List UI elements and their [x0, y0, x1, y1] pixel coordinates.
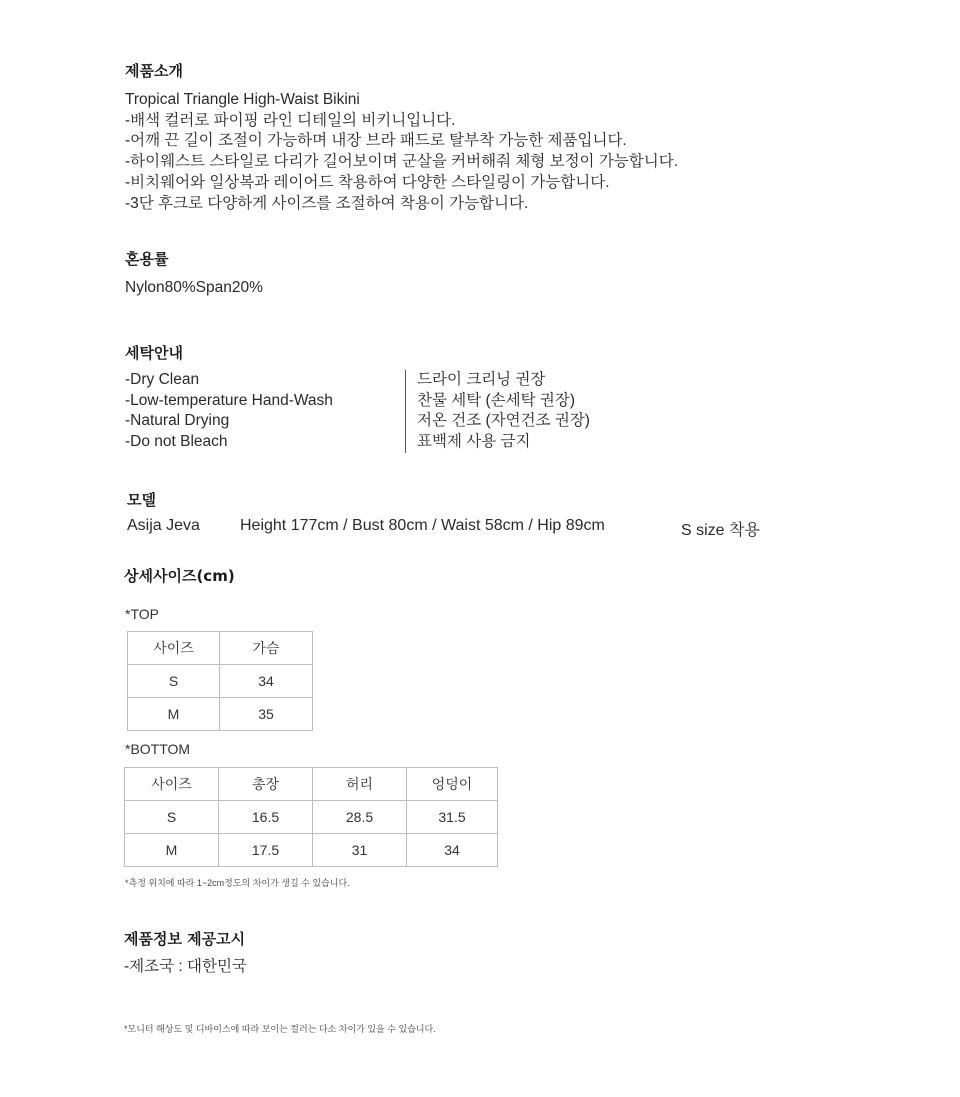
intro-line: -3단 후크로 다양하게 사이즈를 조절하여 착용이 가능합니다. [125, 194, 529, 212]
intro-text [125, 90, 678, 214]
table-cell: 허리 [313, 768, 407, 801]
table-cell: 31 [313, 834, 407, 867]
care-item-ko: 드라이 크리닝 권장 [417, 371, 546, 388]
care-item-ko: 찬물 세탁 (손세탁 권장) [417, 391, 576, 409]
bottom-label: *BOTTOM [125, 741, 191, 757]
intro-line: -배색 컬러로 파이핑 라인 디테일의 비키니입니다. [125, 111, 456, 129]
footer-note: *모니터 해상도 및 디바이스에 따라 보이는 컬러는 다소 차이가 있을 수 있습니다. [124, 1024, 436, 1034]
table-cell: 엉덩이 [407, 768, 498, 801]
care-item-en: -Dry Clean [125, 371, 200, 388]
care-item-en: -Do not Bleach [125, 433, 228, 451]
table-cell: 31.5 [407, 801, 498, 834]
intro-line: -하이웨스트 스타일로 다리가 길어보이며 군살을 커버해줘 체형 보정이 가능합니다. [125, 153, 679, 171]
top-label: *TOP [125, 606, 159, 622]
care-english-list [125, 370, 333, 453]
intro-heading: 제품소개 [125, 62, 183, 80]
table-cell: S [125, 801, 219, 834]
composition-heading: 혼용률 [125, 250, 169, 268]
composition-text: Nylon80%Span20% [125, 279, 263, 296]
care-item-ko: 표백제 사용 금지 [417, 433, 531, 451]
table-cell: 17.5 [219, 834, 313, 867]
table-cell: 사이즈 [125, 768, 219, 801]
table-cell: 16.5 [219, 801, 313, 834]
table-cell: 사이즈 [128, 632, 220, 665]
model-measurements: Height 177cm / Bust 80cm / Waist 58cm / Hip 89cm [240, 517, 605, 534]
care-item-en: -Low-temperature Hand-Wash [125, 391, 333, 409]
table-cell: S [128, 665, 220, 698]
table-header-row [128, 632, 313, 665]
table-header-row [125, 768, 498, 801]
care-item-ko: 저온 건조 (자연건조 권장) [417, 412, 590, 430]
table-cell: 34 [220, 665, 313, 698]
care-korean-list [405, 370, 590, 453]
table-row [128, 665, 313, 698]
origin-text: -제조국 : 대한민국 [124, 958, 247, 975]
intro-line: Tropical Triangle High-Waist Bikini [125, 91, 360, 108]
table-cell: 35 [220, 698, 313, 731]
table-row [128, 698, 313, 731]
table-row [125, 801, 498, 834]
table-cell: 총장 [219, 768, 313, 801]
table-cell: M [128, 698, 220, 731]
intro-line: -어깨 끈 길이 조절이 가능하며 내장 브라 패드로 탈부착 가능한 제품입니다. [125, 132, 627, 150]
table-cell: 34 [407, 834, 498, 867]
bottom-size-table [124, 767, 498, 867]
table-row [125, 834, 498, 867]
model-name: Asija Jeva [127, 517, 200, 534]
care-heading: 세탁안내 [125, 344, 183, 362]
measurement-note: *측정 위치에 따라 1~2cm정도의 차이가 생길 수 있습니다. [125, 878, 350, 888]
table-cell: 가슴 [220, 632, 313, 665]
table-cell: 28.5 [313, 801, 407, 834]
model-heading: 모델 [127, 491, 156, 509]
top-size-table [127, 631, 313, 731]
intro-line: -비치웨어와 일상복과 레이어드 착용하여 다양한 스타일링이 가능합니다. [125, 173, 610, 191]
notice-heading: 제품정보 제공고시 [124, 930, 246, 948]
table-cell: M [125, 834, 219, 867]
care-item-en: -Natural Drying [125, 412, 230, 430]
size-heading: 상세사이즈(cm) [124, 567, 235, 585]
model-size: S size 착용 [681, 522, 760, 539]
